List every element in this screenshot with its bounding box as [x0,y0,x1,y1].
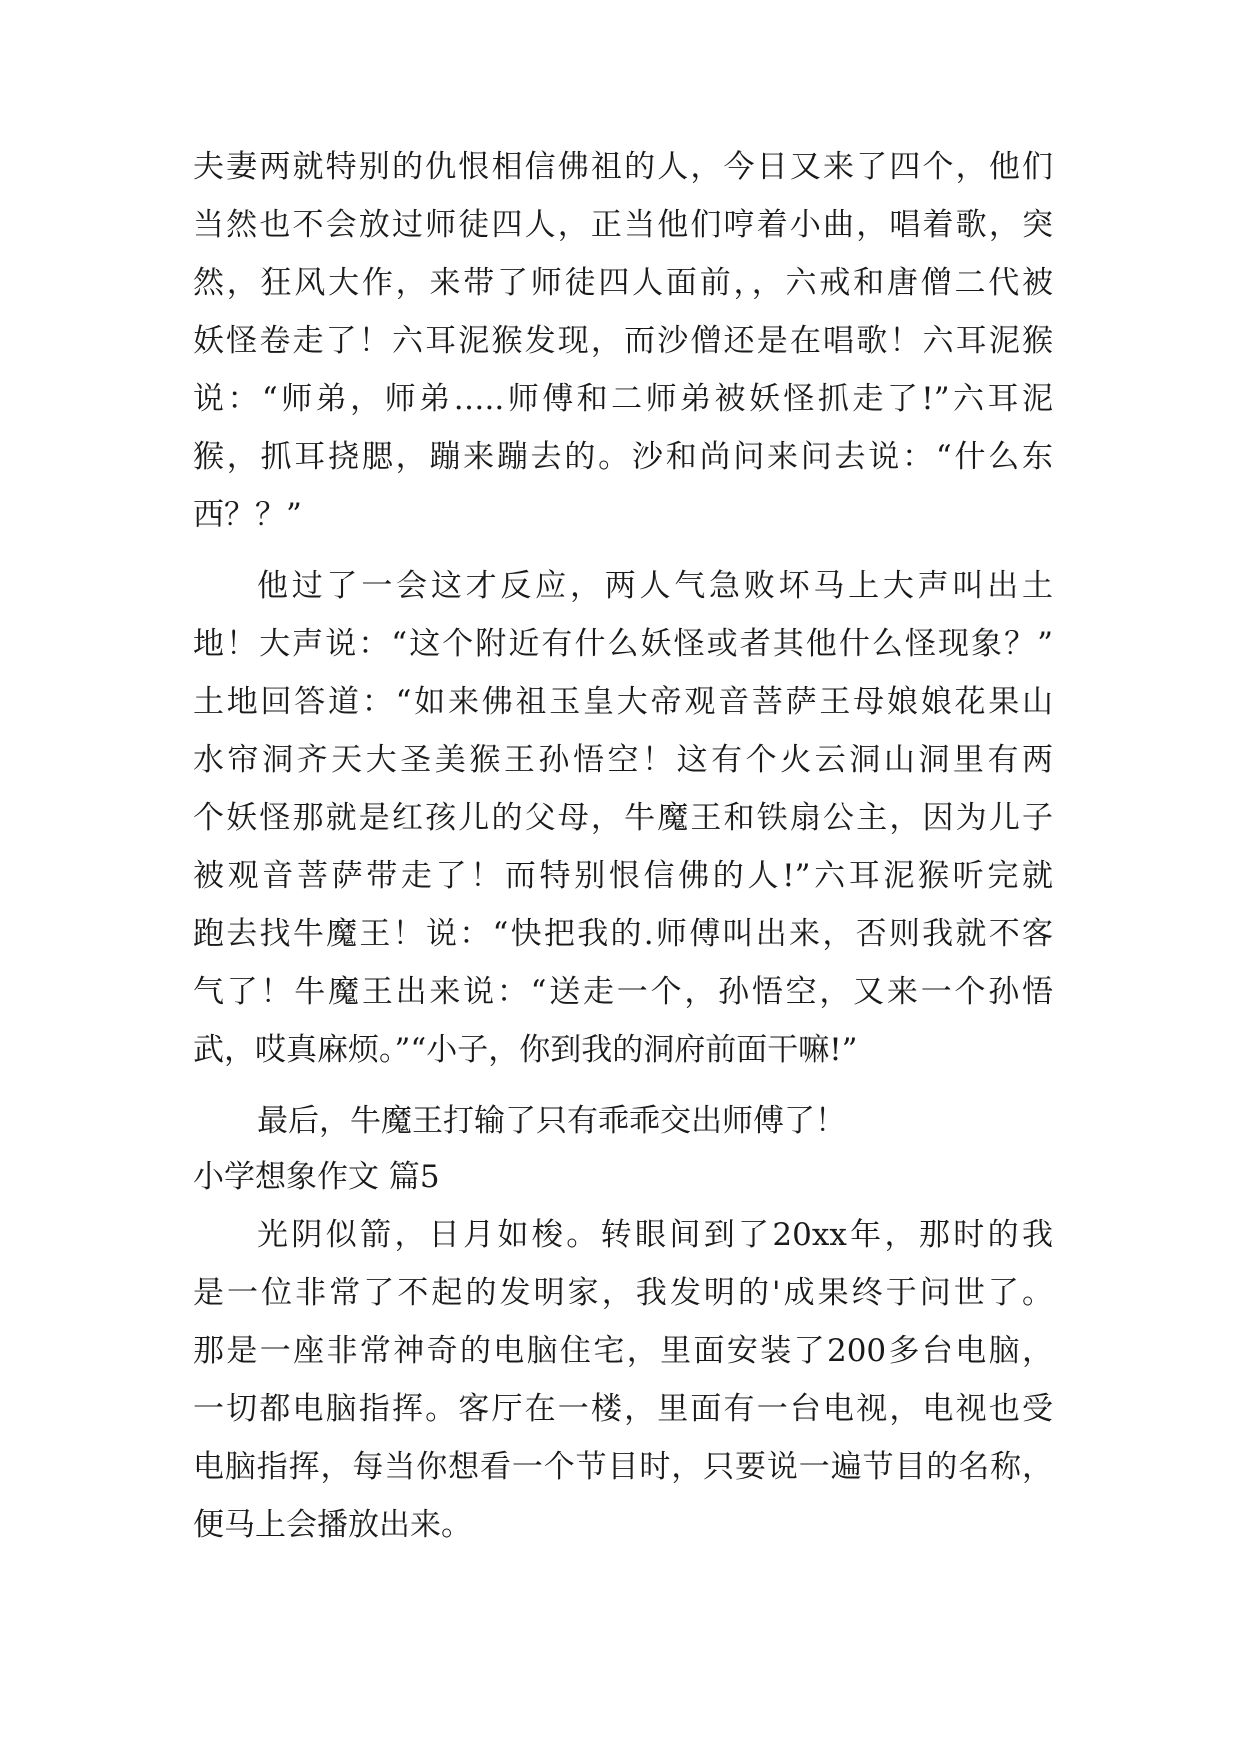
paragraph-line: 个妖怪那就是红孩儿的父母，牛魔王和铁扇公主，因为儿子 [193,800,1053,836]
paragraph-line: 跑去找牛魔王！说：“快把我的.师傅叫出来，否则我就不客 [193,916,1053,952]
paragraph-line: 最后，牛魔王打输了只有乖乖交出师傅了！ [257,1103,846,1139]
section-heading: 小学想象作文 篇5 [193,1159,440,1195]
paragraph-line: 妖怪卷走了！六耳泥猴发现，而沙僧还是在唱歌！六耳泥猴 [193,323,1053,359]
paragraph-line: 然，狂风大作，来带了师徒四人面前，，六戒和唐僧二代被 [193,265,1053,301]
paragraph-line: 水帘洞齐天大圣美猴王孙悟空！这有个火云洞山洞里有两 [193,742,1053,778]
paragraph-line: 说：“师弟，师弟…..师傅和二师弟被妖怪抓走了!”六耳泥 [193,381,1053,417]
paragraph-line: 便马上会播放出来。 [193,1507,472,1543]
paragraph-line: 那是一座非常神奇的电脑住宅，里面安装了200多台电脑， [193,1333,1053,1369]
paragraph-line: 光阴似箭，日月如梭。转眼间到了20xx年，那时的我 [257,1217,1053,1253]
paragraph-line: 西？？” [193,497,302,533]
paragraph-line: 地！大声说：“这个附近有什么妖怪或者其他什么怪现象？” [193,626,1053,662]
paragraph-line: 夫妻两就特别的仇恨相信佛祖的人，今日又来了四个，他们 [193,149,1053,185]
paragraph-line: 猴，抓耳挠腮，蹦来蹦去的。沙和尚问来问去说：“什么东 [193,439,1053,475]
paragraph-line: 是一位非常了不起的发明家，我发明的'成果终于问世了。 [193,1275,1053,1311]
paragraph-line: 气了！牛魔王出来说：“送走一个，孙悟空，又来一个孙悟 [193,974,1053,1010]
paragraph-line: 当然也不会放过师徒四人，正当他们哼着小曲，唱着歌，突 [193,207,1053,243]
paragraph-line: 土地回答道：“如来佛祖玉皇大帝观音菩萨王母娘娘花果山 [193,684,1053,720]
paragraph-line: 一切都电脑指挥。客厅在一楼，里面有一台电视，电视也受 [193,1391,1053,1427]
paragraph-line: 他过了一会这才反应，两人气急败坏马上大声叫出土 [257,568,1053,604]
paragraph-line: 被观音菩萨带走了！而特别恨信佛的人!”六耳泥猴听完就 [193,858,1053,894]
paragraph-line: 电脑指挥，每当你想看一个节目时，只要说一遍节目的名称， [193,1449,1053,1485]
paragraph-line: 武，哎真麻烦。”“小子，你到我的洞府前面干嘛!” [193,1032,858,1068]
